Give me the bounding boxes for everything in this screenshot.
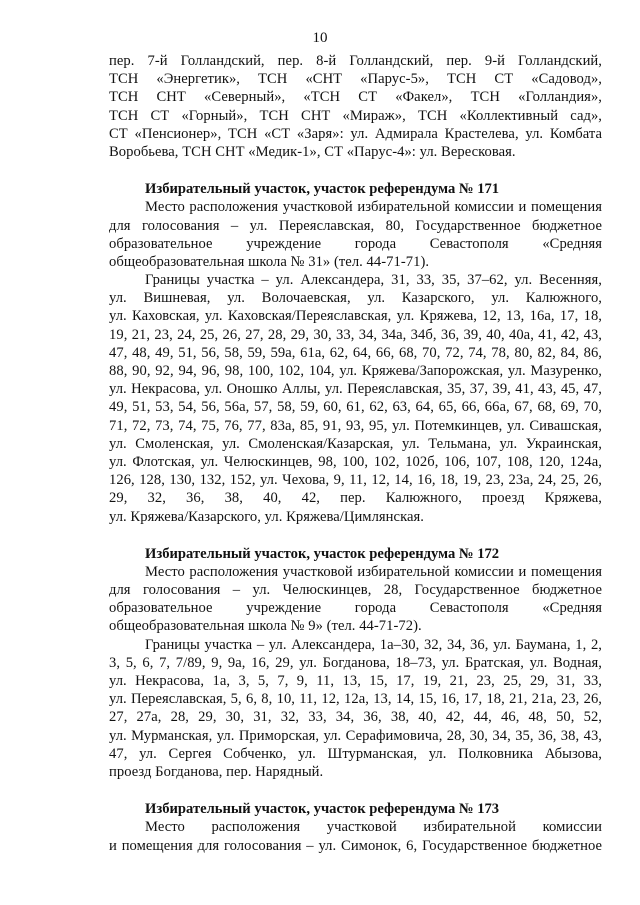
text-line: ул. Вишневая, ул. Волочаевская, ул. Казарского, ул. Калюжного, — [109, 290, 602, 307]
text-line: 126, 128, 130, 132, 152, ул. Чехова, 9, 11, 12, 14, 16, 18, 19, 23, 23а, 24, 25, 26, — [109, 472, 602, 489]
document-body — [109, 52, 602, 855]
text-line: 29, 32, 36, 38, 40, 42, пер. Калюжного, проезд Кряжева, — [109, 490, 602, 507]
intro-paragraph — [109, 52, 602, 161]
location-paragraph — [109, 198, 602, 271]
section-heading: Избирательный участок, участок референдума № 172 — [145, 545, 500, 562]
text-line: ул. Кряжева/Казарского, ул. Кряжева/Цимлянская. — [109, 508, 424, 525]
text-line: 47, ул. Сергея Собченко, ул. Штурманская, ул. Полковника Абызова, — [109, 745, 602, 762]
text-line: ул. Мурманская, ул. Приморская, ул. Серафимовича, 28, 30, 34, 35, 36, 38, 43, — [109, 727, 602, 744]
text-line: образовательное учреждение города Севастополя «Средняя — [109, 235, 602, 252]
section-173 — [109, 800, 602, 855]
text-line: ТСН «Энергетик», ТСН «СНТ «Парус-5», ТСН СТ «Садовод», — [109, 71, 602, 88]
page-number: 10 — [312, 30, 328, 46]
text-line: СТ «Пенсионер», ТСН «СТ «Заря»: ул. Адмирала Крастелева, ул. Комбата — [109, 125, 602, 142]
text-line: ул. Некрасова, ул. Оношко Аллы, ул. Переяславская, 35, 37, 39, 41, 43, 45, 47, — [109, 381, 602, 398]
text-line: и помещения для голосования – ул. Симонок, 6, Государственное бюджетное — [109, 837, 602, 854]
text-line: 27, 27а, 28, 29, 30, 31, 32, 33, 34, 36, 38, 40, 42, 44, 46, 48, 50, 52, — [109, 709, 602, 726]
text-line: Границы участка – ул. Александера, 31, 33, 35, 37–62, ул. Весенняя, — [145, 272, 602, 289]
text-line: ул. Каховская, ул. Каховская/Переяславская, ул. Кряжева, 12, 13, 16а, 17, 18, — [109, 308, 602, 325]
location-paragraph — [109, 818, 602, 854]
section-172 — [109, 545, 602, 781]
section-heading: Избирательный участок, участок референдума № 173 — [145, 801, 500, 818]
text-line: 71, 72, 73, 74, 75, 76, 77, 83а, 85, 91, 93, 95, ул. Потемкинцев, ул. Сивашская, — [109, 417, 602, 434]
text-line: 3, 5, 6, 7, 7/89, 9, 9а, 16, 29, ул. Богданова, 18–73, ул. Братская, ул. Водная, — [109, 654, 602, 671]
text-line: общеобразовательная школа № 9» (тел. 44-71-72). — [109, 618, 422, 635]
section-heading: Избирательный участок, участок референдума № 171 — [145, 181, 500, 198]
text-line: пер. 7-й Голландский, пер. 8-й Голландский, пер. 9-й Голландский, — [109, 53, 602, 69]
text-line: 88, 90, 92, 94, 96, 98, 100, 102, 104, ул. Кряжева/Запорожская, ул. Мазуренко, — [109, 363, 602, 379]
text-line: ТСН СТ «Горный», ТСН СНТ «Мираж», ТСН «Коллективный сад», — [109, 107, 602, 124]
text-line: общеобразовательная школа № 31» (тел. 44-71-71). — [109, 253, 430, 270]
text-line: ул. Переяславская, 5, 6, 8, 10, 11, 12, 12а, 13, 14, 15, 16, 17, 18, 21, 21а, 23, 26, — [109, 691, 602, 708]
section-171 — [109, 180, 602, 526]
boundary-paragraph — [109, 636, 602, 782]
text-line: для голосования – ул. Переяславская, 80, Государственное бюджетное — [109, 217, 602, 234]
text-line: 47, 48, 49, 51, 56, 58, 59, 59а, 61а, 62, 64, 66, 68, 70, 72, 74, 78, 80, 82, 84, 86, — [109, 344, 602, 361]
text-line: ул. Смоленская, ул. Смоленская/Казарская, ул. Тельмана, ул. Украинская, — [109, 435, 602, 452]
text-line: ул. Некрасова, 1а, 3, 5, 7, 9, 11, 13, 15, 17, 19, 21, 23, 25, 29, 31, 33, — [109, 673, 602, 689]
text-line: проезд Богданова, пер. Нарядный. — [109, 763, 324, 780]
text-line: образовательное учреждение города Севастополя «Средняя — [109, 600, 602, 617]
boundary-paragraph — [109, 271, 602, 526]
text-line: 49, 51, 53, 54, 56, 56а, 57, 58, 59, 60, 61, 62, 63, 64, 65, 66, 66а, 67, 68, 69, 70, — [109, 399, 602, 416]
text-line: Место расположения участковой избирательной комиссии и помещения — [145, 199, 602, 216]
text-line: ТСН СНТ «Северный», «ТСН СТ «Факел», ТСН «Голландия», — [109, 89, 602, 106]
text-line: Границы участка – ул. Александера, 1а–30, 32, 34, 36, ул. Баумана, 1, 2, — [145, 636, 602, 653]
text-line: ул. Флотская, ул. Челюскинцев, 98, 100, 102, 102б, 106, 107, 108, 120, 124а, — [109, 453, 602, 470]
text-line: Место расположения участковой избирательной комиссии и помещения — [145, 563, 602, 580]
text-line: для голосования – ул. Челюскинцев, 28, Государственное бюджетное — [109, 582, 602, 599]
text-line: 19, 21, 23, 24, 25, 26, 27, 28, 29, 30, 33, 34, 34а, 34б, 36, 39, 40, 40а, 41, 42, 43, — [109, 326, 602, 343]
text-line: Место расположения участковой избирательной комиссии — [145, 819, 602, 836]
location-paragraph — [109, 563, 602, 636]
text-line: Воробьева, ТСН СНТ «Медик-1», СТ «Парус-4»: ул. Вересковая. — [109, 143, 516, 160]
